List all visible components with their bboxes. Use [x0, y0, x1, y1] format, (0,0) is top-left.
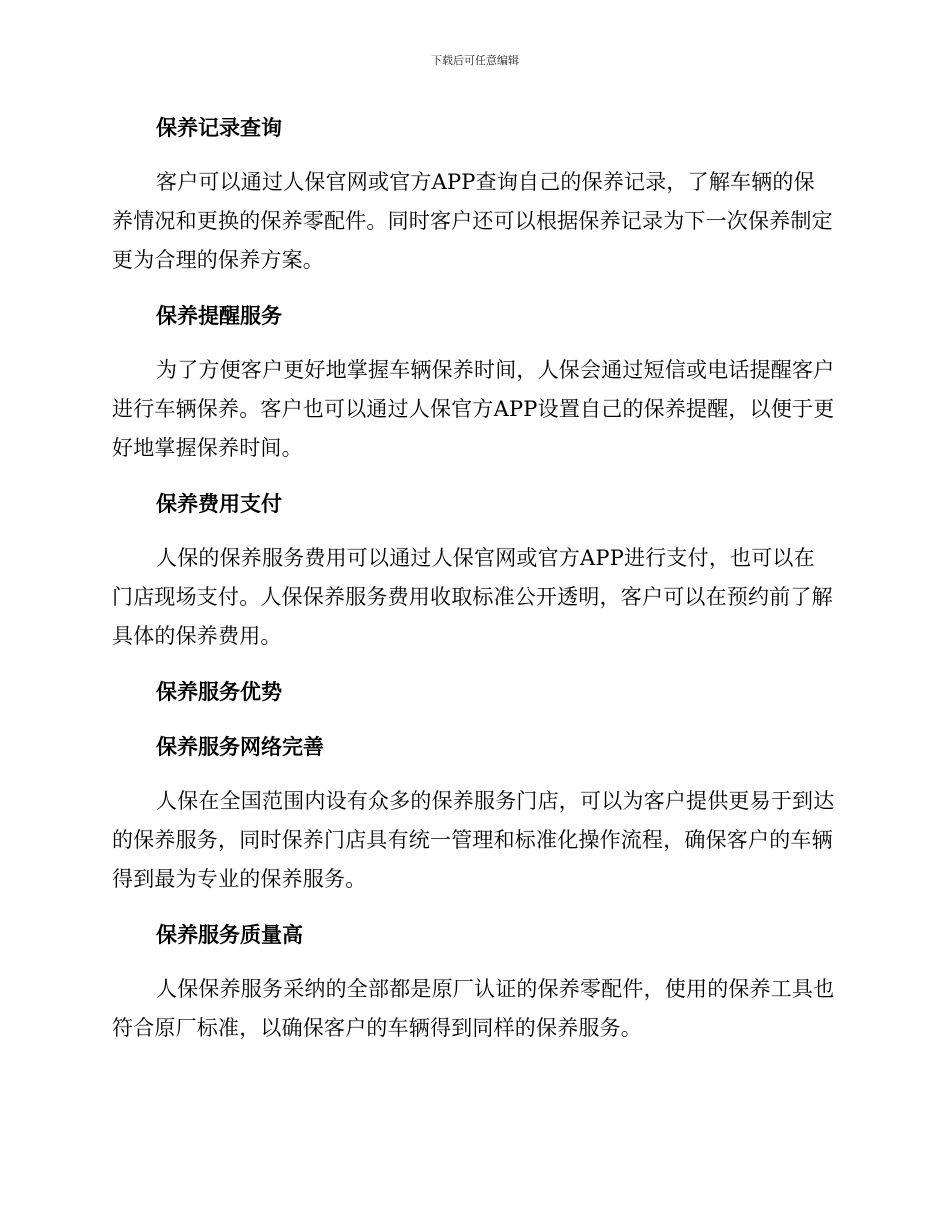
- document-body: [112, 108, 836, 1064]
- section-heading-maintenance-reminders: 保养提醒服务: [156, 303, 282, 328]
- section-paragraph-service-quality: 人保保养服务采纳的全部都是原厂认证的保养零配件，使用的保养工具也符合原厂标准，以确保客户的车辆得到同样的保养服务。: [112, 977, 835, 1040]
- section-heading-service-quality: 保养服务质量高: [156, 922, 303, 947]
- section-heading-advantages: 保养服务优势: [156, 679, 282, 704]
- section-heading-service-network: 保养服务网络完善: [156, 734, 324, 759]
- section-paragraph-payment: 人保的保养服务费用可以通过人保官网或官方APP进行支付，也可以在门店现场支付。人保保养服务费用收取标准公开透明，客户可以在预约前了解具体的保养费用。: [112, 546, 833, 648]
- section-paragraph-maintenance-records: 客户可以通过人保官网或官方APP查询自己的保养记录，了解车辆的保养情况和更换的保养零配件。同时客户还可以根据保养记录为下一次保养制定更为合理的保养方案。: [112, 170, 833, 272]
- section-heading-payment: 保养费用支付: [156, 491, 282, 516]
- section-heading-maintenance-records: 保养记录查询: [156, 115, 282, 140]
- section-paragraph-service-network: 人保在全国范围内设有众多的保养服务门店，可以为客户提供更易于到达的保养服务，同时保养门店具有统一管理和标准化操作流程，确保客户的车辆得到最为专业的保养服务。: [112, 789, 835, 891]
- section-paragraph-maintenance-reminders: 为了方便客户更好地掌握车辆保养时间，人保会通过短信或电话提醒客户进行车辆保养。客户也可以通过人保官方APP设置自己的保养提醒，以便于更好地掌握保养时间。: [112, 358, 835, 460]
- page-header: 下载后可任意编辑: [431, 54, 519, 67]
